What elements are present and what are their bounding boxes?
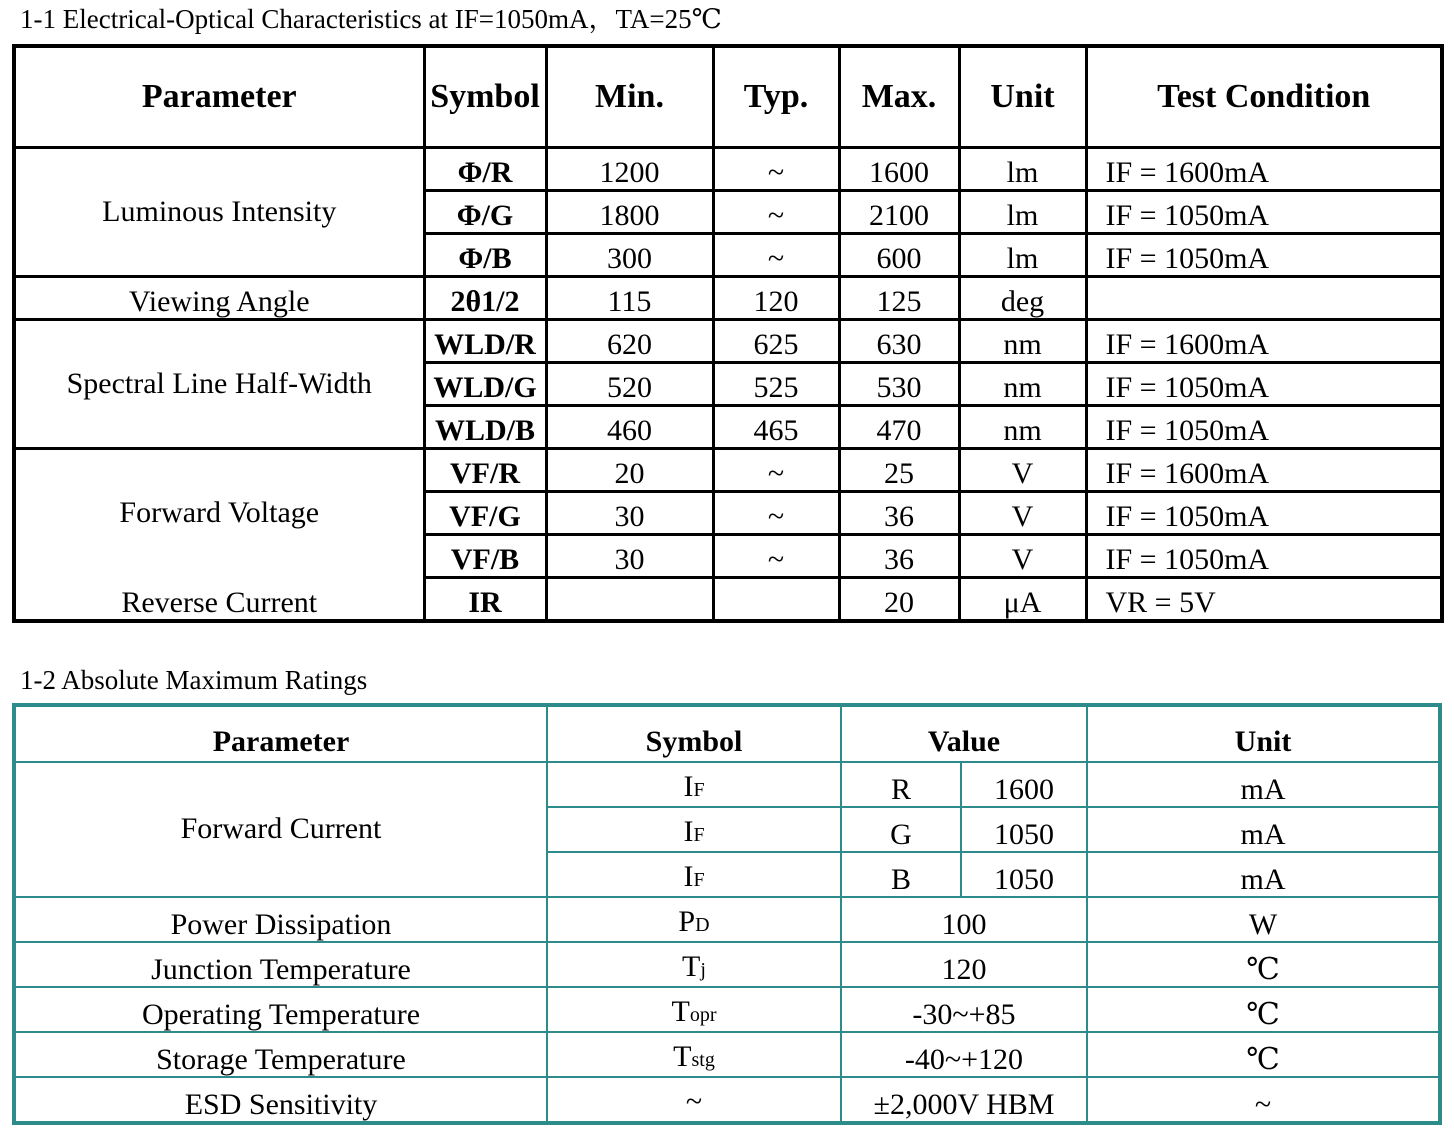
unit-cell: lm <box>959 148 1086 191</box>
min-cell: 1800 <box>546 191 713 234</box>
electrical-optical-table <box>12 44 1444 623</box>
symbol-cell: Φ/R <box>424 148 546 191</box>
param-cell: ESD Sensitivity <box>14 1077 547 1123</box>
symbol-main: I <box>683 860 694 893</box>
absolute-maximum-ratings-table <box>12 703 1442 1125</box>
param-cell: Luminous Intensity <box>14 148 424 277</box>
min-cell: 620 <box>546 320 713 363</box>
value-cell: 1050 <box>961 852 1087 897</box>
value-cell: 1050 <box>961 807 1087 852</box>
header-symbol: Symbol <box>547 705 841 762</box>
min-cell: 20 <box>546 449 713 492</box>
max-cell: 600 <box>839 234 959 277</box>
symbol-main: T <box>673 1040 692 1073</box>
condition-cell: IF = 1600mA <box>1086 148 1442 191</box>
condition-cell <box>1086 277 1442 320</box>
symbol-subscript: F <box>693 824 705 846</box>
min-cell: 1200 <box>546 148 713 191</box>
unit-cell: mA <box>1087 807 1440 852</box>
typ-cell: ~ <box>713 234 839 277</box>
color-cell: G <box>841 807 961 852</box>
header-parameter: Parameter <box>14 46 424 148</box>
unit-cell: lm <box>959 191 1086 234</box>
param-cell: Spectral Line Half-Width <box>14 320 424 449</box>
condition-cell: IF = 1050mA <box>1086 234 1442 277</box>
symbol-cell <box>547 1077 841 1123</box>
table-row <box>14 762 1440 807</box>
condition-cell: IF = 1050mA <box>1086 363 1442 406</box>
table-row <box>14 1032 1440 1077</box>
header-parameter: Parameter <box>14 705 547 762</box>
param-cell: Forward Current <box>14 762 547 897</box>
value-cell: 120 <box>841 942 1087 987</box>
unit-cell: nm <box>959 320 1086 363</box>
unit-cell: mA <box>1087 762 1440 807</box>
header-test-condition: Test Condition <box>1086 46 1442 148</box>
header-value: Value <box>841 705 1087 762</box>
unit-cell: V <box>959 535 1086 578</box>
min-cell: 300 <box>546 234 713 277</box>
symbol-main: T <box>682 950 701 983</box>
symbol-cell: VF/R <box>424 449 546 492</box>
header-max: Max. <box>839 46 959 148</box>
symbol-cell: 2θ1/2 <box>424 277 546 320</box>
param-cell: Viewing Angle <box>14 277 424 320</box>
typ-cell: 625 <box>713 320 839 363</box>
value-cell: -30~+85 <box>841 987 1087 1032</box>
symbol-main: I <box>683 815 694 848</box>
table-row <box>14 148 1442 191</box>
color-cell: B <box>841 852 961 897</box>
section-2-title: 1-2 Absolute Maximum Ratings <box>20 665 368 695</box>
header-unit: Unit <box>1087 705 1440 762</box>
min-cell: 460 <box>546 406 713 449</box>
min-cell <box>546 578 713 622</box>
unit-cell: ℃ <box>1087 942 1440 987</box>
header-min: Min. <box>546 46 713 148</box>
unit-cell: mA <box>1087 852 1440 897</box>
symbol-subscript: F <box>693 869 705 891</box>
max-cell: 20 <box>839 578 959 622</box>
unit-cell: nm <box>959 406 1086 449</box>
symbol-cell: WLD/B <box>424 406 546 449</box>
condition-cell: IF = 1050mA <box>1086 492 1442 535</box>
param-cell: Storage Temperature <box>14 1032 547 1077</box>
max-cell: 530 <box>839 363 959 406</box>
table-header-row <box>14 46 1442 148</box>
symbol-cell: VF/B <box>424 535 546 578</box>
typ-cell: ~ <box>713 191 839 234</box>
section-1-title: 1-1 Electrical-Optical Characteristics at IF=1050mA，TA=25℃ <box>20 4 722 34</box>
header-typ: Typ. <box>713 46 839 148</box>
typ-cell: ~ <box>713 148 839 191</box>
symbol-main: ~ <box>685 1085 703 1118</box>
symbol-cell: IR <box>424 578 546 622</box>
condition-cell: IF = 1050mA <box>1086 406 1442 449</box>
typ-cell: 525 <box>713 363 839 406</box>
value-cell: -40~+120 <box>841 1032 1087 1077</box>
unit-cell: W <box>1087 897 1440 942</box>
condition-cell: IF = 1050mA <box>1086 191 1442 234</box>
symbol-cell <box>547 762 841 807</box>
min-cell: 30 <box>546 492 713 535</box>
symbol-cell <box>547 852 841 897</box>
unit-cell: ℃ <box>1087 987 1440 1032</box>
param-cell: Forward Voltage <box>14 449 424 578</box>
symbol-main: T <box>671 995 690 1028</box>
typ-cell: ~ <box>713 492 839 535</box>
condition-cell: IF = 1600mA <box>1086 320 1442 363</box>
param-cell: Junction Temperature <box>14 942 547 987</box>
symbol-cell: WLD/R <box>424 320 546 363</box>
table-row <box>14 277 1442 320</box>
table-row <box>14 942 1440 987</box>
param-cell: Operating Temperature <box>14 987 547 1032</box>
symbol-main: P <box>678 905 696 938</box>
max-cell: 36 <box>839 492 959 535</box>
symbol-subscript: D <box>695 914 710 936</box>
symbol-subscript: stg <box>691 1049 715 1071</box>
symbol-subscript: j <box>700 959 706 981</box>
header-unit: Unit <box>959 46 1086 148</box>
max-cell: 36 <box>839 535 959 578</box>
min-cell: 30 <box>546 535 713 578</box>
param-cell: Power Dissipation <box>14 897 547 942</box>
table-row <box>14 987 1440 1032</box>
unit-cell: ℃ <box>1087 1032 1440 1077</box>
condition-cell: VR = 5V <box>1086 578 1442 622</box>
unit-cell: V <box>959 449 1086 492</box>
table-row <box>14 897 1440 942</box>
unit-cell: deg <box>959 277 1086 320</box>
table-row <box>14 1077 1440 1123</box>
max-cell: 125 <box>839 277 959 320</box>
table-row <box>14 578 1442 622</box>
param-cell: Reverse Current <box>14 578 424 622</box>
header-symbol: Symbol <box>424 46 546 148</box>
max-cell: 470 <box>839 406 959 449</box>
typ-cell: 120 <box>713 277 839 320</box>
table-row <box>14 449 1442 492</box>
min-cell: 520 <box>546 363 713 406</box>
value-cell: ±2,000V HBM <box>841 1077 1087 1123</box>
condition-cell: IF = 1050mA <box>1086 535 1442 578</box>
unit-cell: μA <box>959 578 1086 622</box>
unit-cell: ~ <box>1087 1077 1440 1123</box>
symbol-cell: VF/G <box>424 492 546 535</box>
symbol-cell <box>547 807 841 852</box>
symbol-cell: Φ/G <box>424 191 546 234</box>
typ-cell: 465 <box>713 406 839 449</box>
table-header-row <box>14 705 1440 762</box>
table-row <box>14 320 1442 363</box>
symbol-subscript: F <box>693 779 705 801</box>
max-cell: 630 <box>839 320 959 363</box>
symbol-cell <box>547 987 841 1032</box>
typ-cell <box>713 578 839 622</box>
unit-cell: nm <box>959 363 1086 406</box>
typ-cell: ~ <box>713 449 839 492</box>
color-cell: R <box>841 762 961 807</box>
symbol-cell: Φ/B <box>424 234 546 277</box>
symbol-cell: WLD/G <box>424 363 546 406</box>
value-cell: 100 <box>841 897 1087 942</box>
symbol-cell <box>547 897 841 942</box>
max-cell: 1600 <box>839 148 959 191</box>
unit-cell: lm <box>959 234 1086 277</box>
max-cell: 25 <box>839 449 959 492</box>
condition-cell: IF = 1600mA <box>1086 449 1442 492</box>
symbol-main: I <box>683 770 694 803</box>
unit-cell: V <box>959 492 1086 535</box>
min-cell: 115 <box>546 277 713 320</box>
typ-cell: ~ <box>713 535 839 578</box>
symbol-subscript: opr <box>689 1004 717 1026</box>
value-cell: 1600 <box>961 762 1087 807</box>
symbol-cell <box>547 1032 841 1077</box>
max-cell: 2100 <box>839 191 959 234</box>
symbol-cell <box>547 942 841 987</box>
